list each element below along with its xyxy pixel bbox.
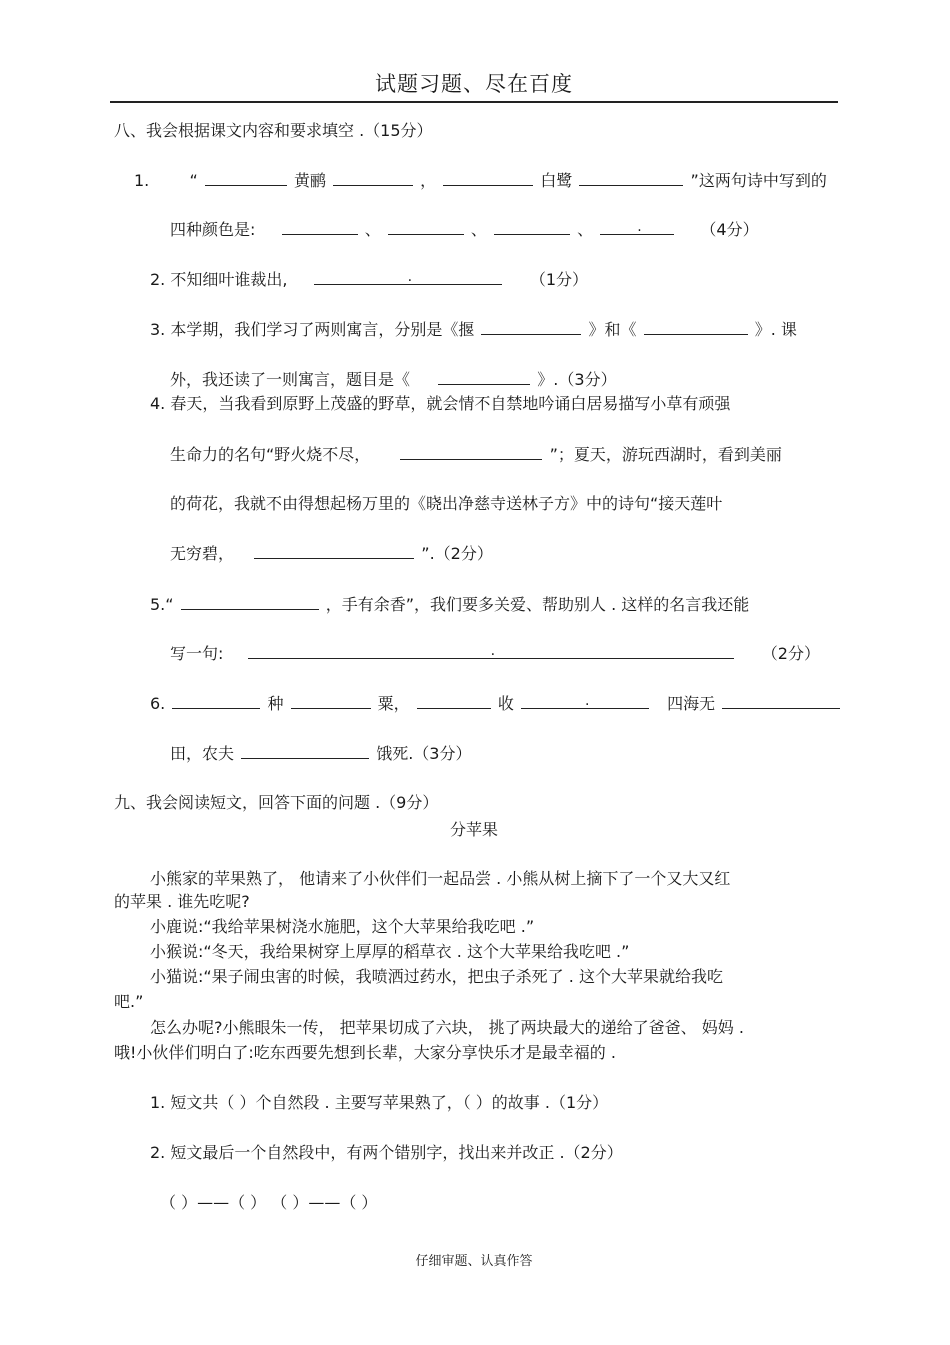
story-paragraph-1: 小熊家的苹果熟了， 他请来了小伙伴们一起品尝 . 小熊从树上摘下了一个又大又红	[150, 869, 731, 888]
q5-line2-label: 写一句:	[170, 644, 224, 663]
q4-line1: 4. 春天，当我看到原野上茂盛的野草，就会情不自禁地吟诵白居易描写小草有顽强	[150, 394, 731, 413]
q2-text: 2. 不知细叶谁裁出,	[150, 270, 288, 289]
q3-line1-a: 3. 本学期，我们学习了两则寓言，分别是《揠	[150, 320, 475, 339]
q1-color-blank-2[interactable]	[388, 219, 464, 235]
story-paragraph-4: 小猫说:“果子闹虫害的时候，我喷洒过药水，把虫子杀死了 . 这个大苹果就给我吃	[150, 967, 723, 986]
q2-score: （1分）	[529, 270, 589, 289]
q5-score: （2分）	[761, 644, 820, 663]
q4-blank-1[interactable]	[400, 444, 542, 460]
q6-blank-6[interactable]	[241, 743, 369, 759]
q1-number: 1.	[134, 171, 150, 190]
q1-line1	[134, 170, 827, 191]
q6-blank-5[interactable]	[722, 693, 840, 709]
story-paragraph-1-cont: 的苹果 . 谁先吃呢?	[114, 892, 250, 911]
q3-blank-3[interactable]	[438, 369, 530, 385]
q6-line1	[150, 693, 842, 714]
q6-blank-4[interactable]: .	[521, 693, 649, 709]
page-header-title: 试题习题、尽在百度	[375, 72, 573, 96]
q6-word-zhong: 种	[267, 694, 284, 713]
story-paragraph-4-cont: 吧.”	[114, 992, 144, 1011]
story-title: 分苹果	[449, 820, 498, 839]
q5-line1-a: 5.“	[150, 595, 174, 614]
q3-blank-2[interactable]	[644, 319, 748, 335]
q1-color-blank-3[interactable]	[494, 219, 570, 235]
q4-line4-a: 无穷碧，	[170, 544, 235, 563]
q6-word-sihaiwu: 四海无	[667, 694, 716, 713]
q6-line2	[170, 743, 471, 764]
q1-word-bailu: 白鹭	[540, 171, 573, 190]
q6-number: 6.	[150, 694, 166, 713]
story-paragraph-2: 小鹿说:“我给苹果树浇水施肥，这个大苹果给我吃吧 .”	[150, 917, 535, 936]
q6-word-su: 粟，	[377, 694, 410, 713]
q2-line	[150, 269, 588, 290]
q4-line3: 的荷花，我就不由得想起杨万里的《晓出净慈寺送林子方》中的诗句“接天莲叶	[170, 494, 723, 513]
q4-line4	[170, 543, 493, 564]
q5-line1	[150, 594, 749, 615]
q3-line1	[150, 319, 797, 340]
story-paragraph-5-cont: 哦!小伙伴们明白了:吃东西要先想到长辈，大家分享快乐才是最幸福的 .	[114, 1043, 616, 1062]
q3-blank-1[interactable]	[481, 319, 581, 335]
q6-line2-a: 田，农夫	[170, 744, 235, 763]
q5-blank-2[interactable]: .	[248, 643, 734, 659]
q5-line2	[170, 643, 820, 664]
q3-line2	[170, 369, 617, 390]
header-divider	[110, 101, 838, 103]
q1-open-quote: “	[189, 171, 198, 190]
q1-blank-1[interactable]	[205, 170, 287, 186]
section8-heading: 八、我会根据课文内容和要求填空 .（15分）	[114, 121, 433, 140]
q5-blank-1[interactable]	[181, 594, 319, 610]
q6-word-shou: 收	[497, 694, 514, 713]
story-paragraph-3: 小猴说:“冬天，我给果树穿上厚厚的稻草衣 . 这个大苹果给我吃吧 .”	[150, 942, 630, 961]
q1-sep-2: 、	[470, 220, 487, 239]
q6-blank-3[interactable]	[417, 693, 491, 709]
q4-blank-2[interactable]	[254, 543, 414, 559]
q6-line2-b: 饿死.（3分）	[376, 744, 472, 763]
section9-q2: 2. 短文最后一个自然段中，有两个错别字，找出来并改正 .（2分）	[150, 1143, 623, 1162]
q3-line1-c: 》. 课	[754, 320, 797, 339]
q1-word-huangli: 黄鹂	[293, 171, 326, 190]
q1-line2	[170, 219, 759, 240]
q2-blank[interactable]: .	[314, 269, 502, 285]
q6-blank-2[interactable]	[291, 693, 371, 709]
q1-score: （4分）	[700, 220, 759, 239]
q1-color-blank-1[interactable]	[282, 219, 358, 235]
q1-blank-2[interactable]	[333, 170, 413, 186]
q1-colors-label: 四种颜色是:	[170, 220, 256, 239]
q3-line1-b: 》和《	[588, 320, 637, 339]
section9-q1: 1. 短文共（ ）个自然段 . 主要写苹果熟了，（ ）的故事 .（1分）	[150, 1093, 609, 1112]
q4-line4-b: ”.（2分）	[421, 544, 493, 563]
section9-heading: 九、我会阅读短文，回答下面的问题 .（9分）	[114, 793, 439, 812]
q1-tail: ”这两句诗中写到的	[690, 171, 827, 190]
q6-blank-1[interactable]	[172, 693, 260, 709]
q5-line1-b: ，手有余香”，我们要多关爱、帮助别人 . 这样的名言我还能	[325, 595, 750, 614]
q1-blank-4[interactable]	[579, 170, 683, 186]
story-paragraph-5: 怎么办呢?小熊眼朱一传， 把苹果切成了六块， 挑了两块最大的递给了爸爸、 妈妈 .	[150, 1018, 744, 1037]
q1-sep-3: 、	[577, 220, 594, 239]
q1-comma: ，	[420, 171, 437, 190]
page-footer: 仔细审题、认真作答	[415, 1254, 533, 1269]
q3-line2-b: 》.（3分）	[537, 370, 617, 389]
q1-color-blank-4[interactable]: .	[600, 219, 674, 235]
q3-line2-a: 外，我还读了一则寓言，题目是《	[170, 370, 411, 389]
q1-sep-1: 、	[364, 220, 381, 239]
q4-line2	[170, 444, 782, 465]
q1-blank-3[interactable]	[443, 170, 533, 186]
section9-q2-answer-brackets[interactable]: （ ）——（ ） （ ）——（ ）	[160, 1193, 378, 1212]
q4-line2-a: 生命力的名句“野火烧不尽，	[170, 445, 371, 464]
q4-line2-b: ”；夏天，游玩西湖时，看到美丽	[549, 445, 782, 464]
